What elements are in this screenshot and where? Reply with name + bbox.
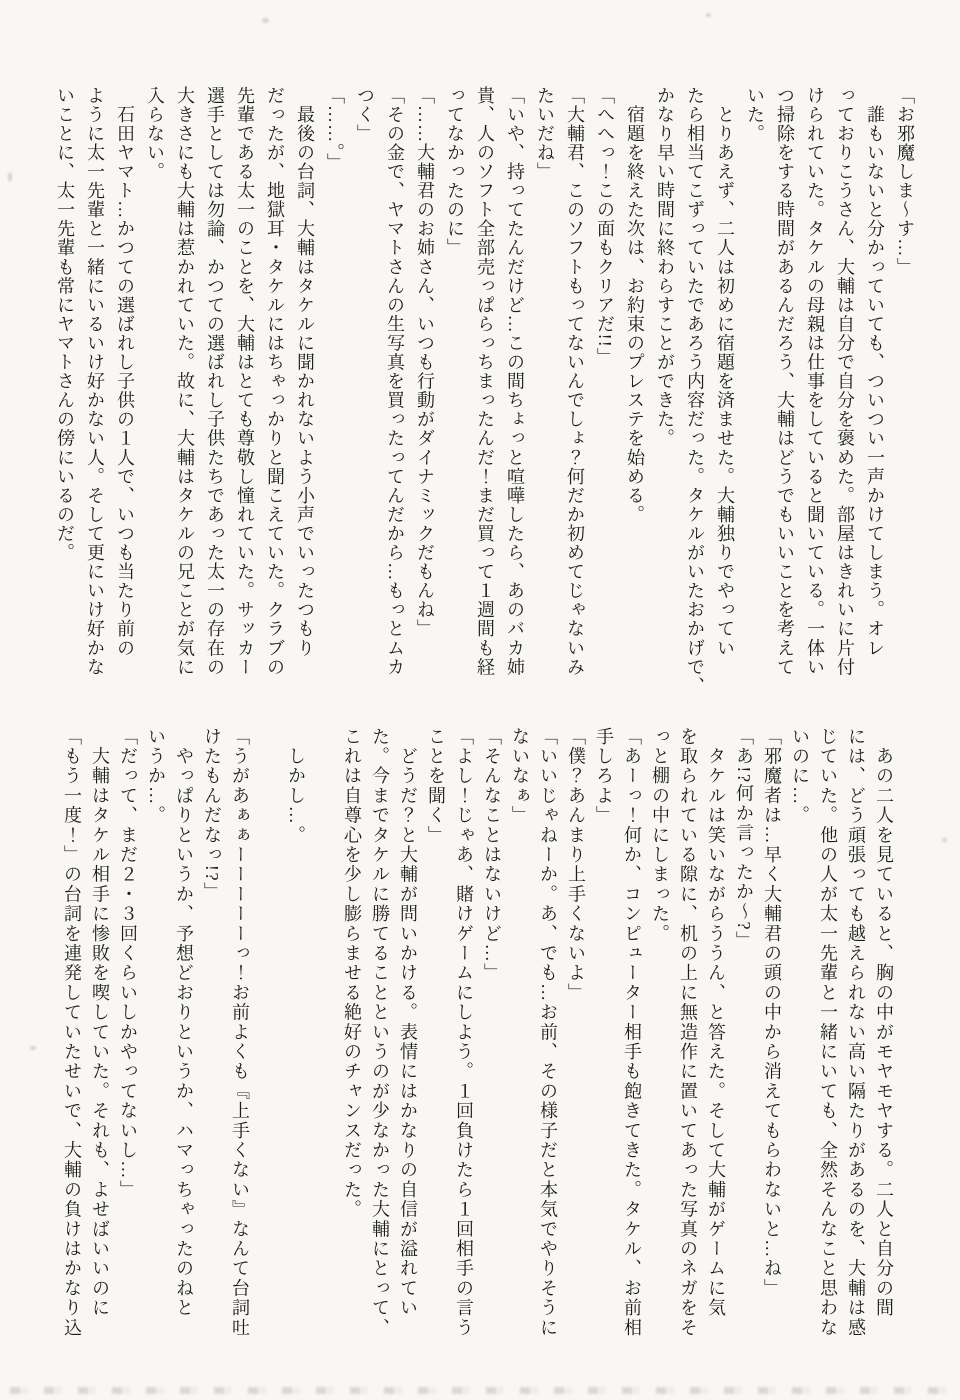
text-column: とりあえず、二人は初めに宿題を済ませた。大輔独りでやってい bbox=[715, 86, 735, 658]
scan-smudge bbox=[706, 13, 711, 17]
text-column: 石田ヤマト…かつての選ばれし子供の１人で、いつも当たり前の bbox=[115, 86, 135, 658]
text-column: 貴、人のソフト全部売っぱらっちまったんだ！まだ買って１週間も経 bbox=[475, 86, 495, 677]
text-column: いた。 bbox=[745, 86, 765, 144]
text-column: 「もう一度！」の台詞を連発していたせいで、大輔の負けはかなり込 bbox=[62, 727, 82, 1338]
scan-smudge bbox=[262, 18, 269, 23]
text-column: っと棚の中にしまった。 bbox=[650, 727, 670, 944]
scan-smudge bbox=[30, 1046, 36, 1050]
text-column: つ掃除をする時間があるんだろう、大輔はどうでもいいことを考えて bbox=[775, 86, 795, 677]
text-column: 「お邪魔しま～す…」 bbox=[895, 86, 915, 277]
text-column: しかし…。 bbox=[286, 727, 306, 846]
text-column: これは自尊心を少し膨らませる絶好のチャンスだった。 bbox=[342, 727, 362, 1220]
bottom-text-block bbox=[58, 727, 898, 1337]
text-column: ないなぁ」 bbox=[510, 727, 530, 826]
text-column: 宿題を終えた次は、お約束のプレステを始める。 bbox=[625, 86, 645, 525]
text-column: たら相当てこずっていたであろう内容だった。タケルがいたおかげで、 bbox=[685, 86, 705, 696]
text-column: タケルは笑いながらううん、と答えた。そして大輔がゲームに気 bbox=[706, 727, 726, 1318]
text-column: には、どう頑張っても越えられない高い隔たりがあるのを、大輔は感 bbox=[846, 727, 866, 1338]
text-column: けられていた。タケルの母親は仕事をしていると聞いている。一体い bbox=[805, 86, 825, 677]
text-column bbox=[310, 727, 338, 1337]
text-column: ってなかったのに」 bbox=[445, 86, 465, 258]
text-column: かなり早い時間に終わらすことができた。 bbox=[655, 86, 675, 448]
top-text-block bbox=[50, 86, 920, 696]
text-column: たいだね」 bbox=[535, 86, 555, 182]
text-column: っておりこうさん、大輔は自分で自分を褒めた。部屋はきれいに片付 bbox=[835, 86, 855, 677]
text-column: 「僕？あんまり上手くないよ」 bbox=[566, 727, 586, 1003]
text-column: どうだ？と大輔が問いかける。表情にはかなりの自信が溢れてい bbox=[398, 727, 418, 1318]
text-column: 「そんなことはないけど…」 bbox=[482, 727, 502, 984]
text-column: 手しろよ」 bbox=[594, 727, 614, 826]
text-column: 「その金で、ヤマトさんの生写真を買ったってんだから…もっとムカ bbox=[385, 86, 405, 677]
text-column: じていた。他の人が太一先輩と一緒にいても、全然そんなこと思わな bbox=[818, 727, 838, 1338]
text-column: 「……大輔君のお姉さん、いつも行動がダイナミックだもんね」 bbox=[415, 86, 435, 639]
text-column: 「へへっ！この面もクリアだ!!」 bbox=[595, 86, 615, 367]
text-column: 「……。」 bbox=[325, 86, 345, 173]
text-column: 誰もいないと分かっていても、ついつい一声かけてしまう。オレ bbox=[865, 86, 885, 658]
text-column: ように太一先輩と一緒にいるいけ好かない人。そして更にいけ好かな bbox=[85, 86, 105, 677]
text-column: いのに…。 bbox=[790, 727, 810, 826]
text-column: いことに、太一先輩も常にヤマトさんの傍にいるのだ。 bbox=[55, 86, 75, 563]
text-column: 「よし！じゃあ、賭けゲームにしよう。１回負けたら１回相手の言う bbox=[454, 727, 474, 1338]
text-column: やっぱりというか、予想どおりというか、ハマっちゃったのねと bbox=[174, 727, 194, 1318]
text-column: つく」 bbox=[355, 86, 375, 144]
text-column: 最後の台詞、大輔はタケルに聞かれないよう小声でいったつもり bbox=[295, 86, 315, 658]
text-column: 「あ!?何か言ったか～?」 bbox=[734, 727, 754, 952]
text-column: 「いいじゃねーか。あ、でも…お前、その様子だと本気でやりそうに bbox=[538, 727, 558, 1338]
text-column: 選手としては勿論、かつての選ばれし子供たちであった太一の存在の bbox=[205, 86, 225, 677]
text-column: いうか…。 bbox=[146, 727, 166, 826]
text-column: 先輩である太一のことを、大輔はとても尊敬し憧れていた。サッカー bbox=[235, 86, 255, 677]
text-column: 「大輔君、このソフトもってないんでしょ？何だか初めてじゃないみ bbox=[565, 86, 585, 677]
text-column bbox=[254, 727, 282, 1337]
text-column: た。今までタケルに勝てることというのが少なかった大輔にとって、 bbox=[370, 727, 390, 1338]
text-column: 「あーっ！何か、コンピューター相手も飽きてきた。タケル、お前相 bbox=[622, 727, 642, 1338]
text-column: を取られている隙に、机の上に無造作に置いてあった写真のネガをそ bbox=[678, 727, 698, 1338]
text-column: 「邪魔者は…早く大輔君の頭の中から消えてもらわないと…ね」 bbox=[762, 727, 782, 1299]
text-column: だったが、地獄耳・タケルにはちゃっかりと聞こえていた。クラブの bbox=[265, 86, 285, 677]
text-column: 「うがあぁぁーーーーーっ！お前よくも『上手くない』なんて台詞吐 bbox=[230, 727, 250, 1338]
scan-smudge bbox=[942, 838, 947, 842]
text-column: 入らない。 bbox=[145, 86, 165, 182]
scan-smudge bbox=[8, 172, 12, 182]
text-column: けたもんだなっ!?」 bbox=[202, 727, 222, 902]
text-column: 大輔はタケル相手に惨敗を喫していた。それも、よせばいいのに bbox=[90, 727, 110, 1318]
scan-artifact-strip bbox=[10, 1387, 950, 1394]
text-column: 大きさにも大輔は惹かれていた。故に、大輔はタケルの兄ことが気に bbox=[175, 86, 195, 677]
text-column: 「だって、まだ２・３回くらいしかやってないし…」 bbox=[118, 727, 138, 1200]
text-column: ことを聞く」 bbox=[426, 727, 446, 846]
text-column: 「いや、持ってたんだけど…この間ちょっと喧嘩したら、あのバカ姉 bbox=[505, 86, 525, 677]
text-column: あの二人を見ていると、胸の中がモヤモヤする。二人と自分の間 bbox=[874, 727, 894, 1318]
